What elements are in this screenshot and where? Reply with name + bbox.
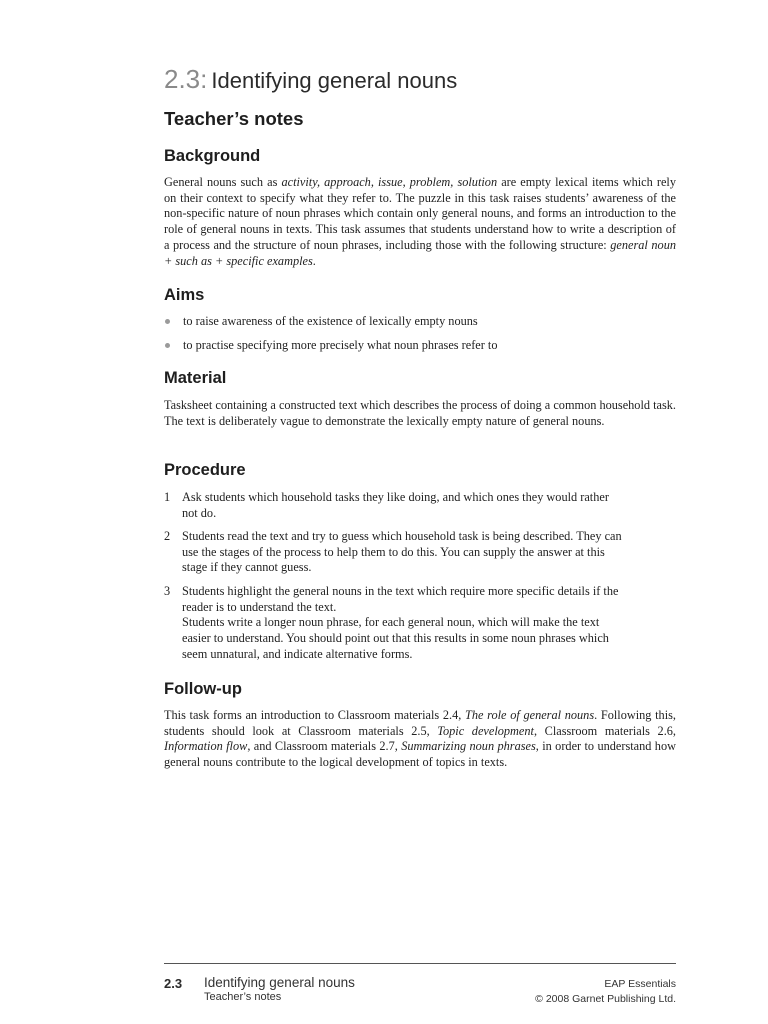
bullet-icon <box>165 343 170 348</box>
bullet-icon <box>165 319 170 324</box>
footer-book-title: EAP Essentials <box>604 978 676 990</box>
footer-subtitle: Teacher’s notes <box>204 991 282 1003</box>
footer-divider <box>164 963 676 964</box>
aims-bullet-text: to practise specifying more precisely what noun phrases refer to <box>183 338 498 352</box>
procedure-heading: Procedure <box>164 461 246 479</box>
step-text: Students highlight the general nouns in the text which require more specific details if the reader is to understand the text. Students write a longer noun phrase, for each general noun, which will make the text easier to understand. You should point out that this results in some noun phrases which seem unnatural, and indicate alternative forms. <box>182 584 619 661</box>
step-text: Ask students which household tasks they like doing, and which ones they would rather not do. <box>182 490 609 520</box>
aims-bullet-text: to raise awareness of the existence of lexically empty nouns <box>183 314 478 328</box>
background-heading: Background <box>164 147 261 165</box>
step-number: 1 <box>164 490 171 504</box>
page-title <box>164 64 457 95</box>
followup-heading: Follow-up <box>164 680 242 698</box>
footer-section-number: 2.3 <box>164 976 183 991</box>
step-text: Students read the text and try to guess which household task is being described. They can use the stages of the process to help them to do this. You can supply the answer at this stage if they cannot guess. <box>182 529 622 575</box>
material-heading: Material <box>164 369 227 387</box>
footer-publisher <box>535 977 676 1006</box>
aims-heading: Aims <box>164 286 205 304</box>
followup-paragraph: This task forms an introduction to Classroom materials 2.4, The role of general nouns. Following this, students should look at Classroom materials 2.5, Topic development, Classroom materials 2.6, Information flow, and Classroom materials 2.7, Summarizing noun phrases, in order to understand how general nouns contribute to the logical development of topics in texts. <box>164 708 676 770</box>
background-paragraph: General nouns such as activity, approach, issue, problem, solution are empty lexical items which rely on their context to specify what they refer to. The puzzle in this task raises students’ awareness of the non-specific nature of noun phrases which contain only general nouns, and forms an introduction to the role of general nouns in texts. This task assumes that students understand how to write a description of a process and the structure of noun phrases, including those with the following structure: general noun + such as + specific examples. <box>164 175 676 268</box>
footer-copyright: © 2008 Garnet Publishing Ltd. <box>535 992 676 1005</box>
page-subtitle: Teacher’s notes <box>164 108 304 129</box>
section-number: 2.3: <box>164 64 208 94</box>
material-paragraph: Tasksheet containing a constructed text which describes the process of doing a common household task. The text is deliberately vague to demonstrate the lexically empty nature of general nouns. <box>164 398 676 428</box>
title-text: Identifying general nouns <box>211 68 458 93</box>
step-number: 3 <box>164 584 171 598</box>
step-number: 2 <box>164 529 171 543</box>
footer-title: Identifying general nouns <box>204 975 355 990</box>
